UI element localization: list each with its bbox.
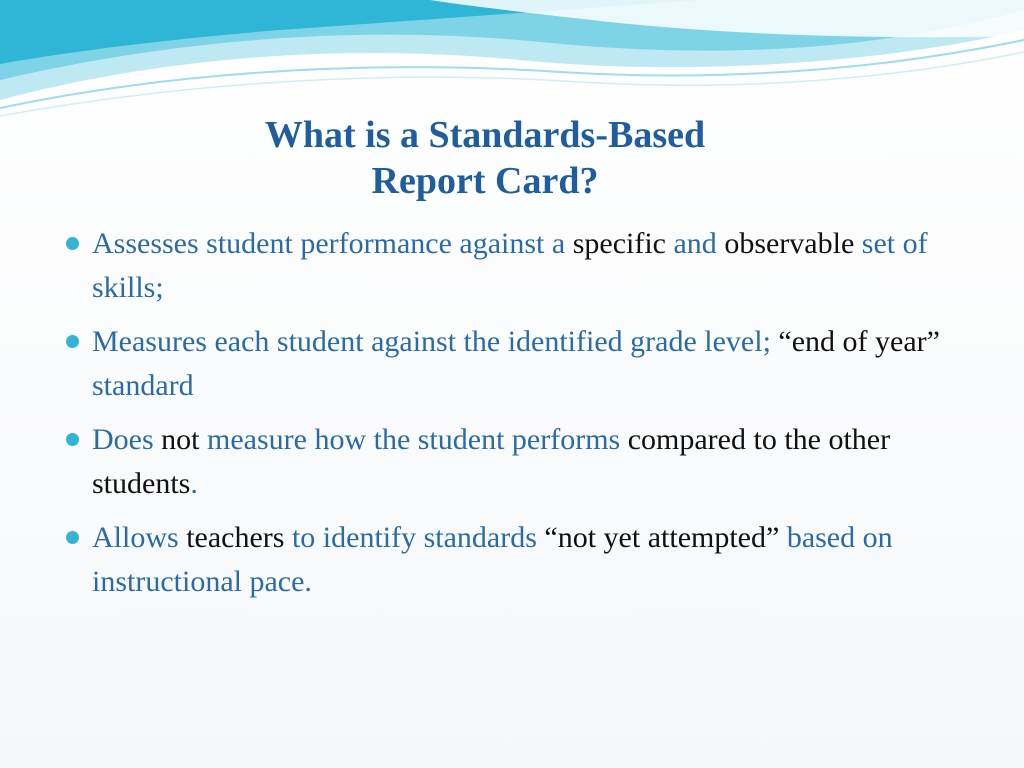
slide-title (0, 112, 970, 204)
bullet-text-segment: Assesses student performance against a (92, 227, 573, 260)
bullet-text-segment: to identify standards (284, 521, 545, 554)
bullet-text-segment: set of skills; (92, 227, 928, 304)
header-wave-decoration (0, 0, 1024, 130)
slide-title-line-2: Report Card? (371, 160, 599, 202)
bullet-text-segment: Measures each student against the identified grade level; (92, 325, 779, 358)
bullet-item (64, 418, 964, 506)
bullet-dot-icon (66, 237, 79, 250)
bullet-text-segment: standard (92, 369, 194, 402)
bullet-dot-icon (66, 433, 79, 446)
bullet-text-segment: measure how the student performs (199, 423, 628, 456)
bullet-text-segment: compared to the other students (92, 423, 891, 500)
bullet-text-segment: “not yet attempted” (544, 521, 780, 554)
bullet-text-segment: and (665, 227, 725, 260)
bullet-text-segment: specific (572, 227, 666, 260)
bullet-text-segment: not (161, 423, 200, 456)
bullet-text-segment: Does (92, 423, 162, 456)
bullet-dot-icon (66, 531, 79, 544)
bullet-text-segment: . (190, 467, 198, 500)
bullet-text-segment: Allows (92, 521, 187, 554)
bullet-text-segment: based on instructional pace. (92, 521, 893, 598)
bullet-text-segment: observable (724, 227, 855, 260)
bullet-dot-icon (66, 335, 79, 348)
slide-title-line-1: What is a Standards-Based (264, 114, 706, 156)
bullet-text-segment: teachers (186, 521, 285, 554)
bullet-item (64, 320, 964, 408)
bullet-text-segment: “end of year” (778, 325, 940, 358)
bullet-item (64, 222, 964, 310)
bullet-list (64, 222, 964, 614)
bullet-item (64, 516, 964, 604)
